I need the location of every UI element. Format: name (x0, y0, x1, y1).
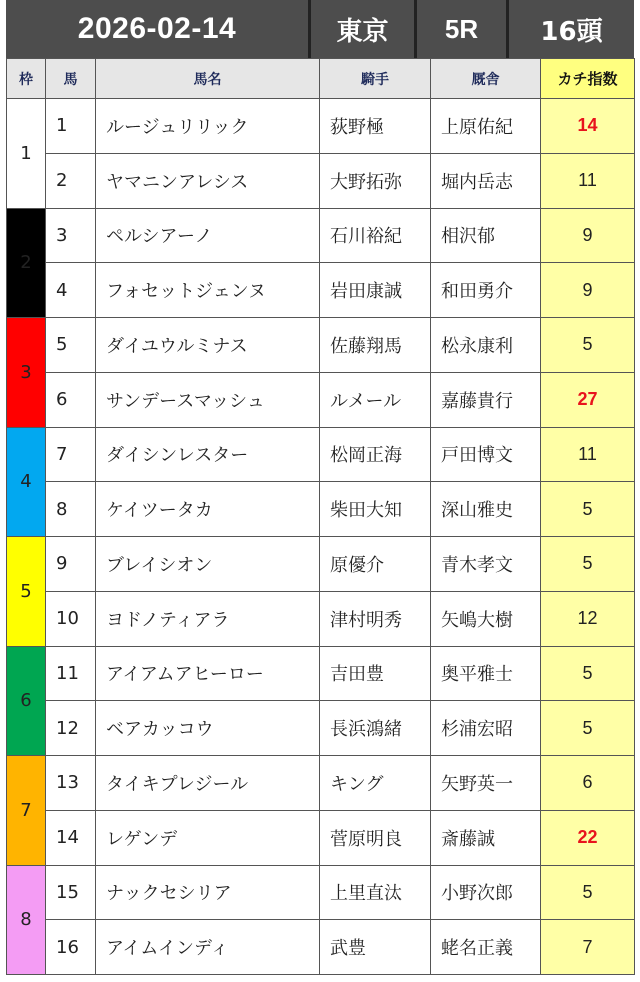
jockey-name: 長浜鴻緒 (320, 701, 431, 756)
horse-number: 13 (46, 756, 96, 811)
trainer-name: 蛯名正義 (431, 920, 541, 975)
jockey-name: 石川裕紀 (320, 208, 431, 263)
horse-name: ダイユウルミナス (96, 318, 320, 373)
kachi-index: 9 (541, 208, 635, 263)
table-row (7, 701, 635, 756)
trainer-name: 嘉藤貴行 (431, 372, 541, 427)
jockey-name: 原優介 (320, 537, 431, 592)
horse-name: ペルシアーノ (96, 208, 320, 263)
race-date: 2026-02-14 (6, 0, 311, 58)
table-row (7, 537, 635, 592)
entry-table (6, 58, 635, 975)
horse-number: 15 (46, 865, 96, 920)
col-waku: 枠 (7, 59, 46, 99)
horse-name: ナックセシリア (96, 865, 320, 920)
waku-cell: 4 (7, 427, 46, 537)
horse-number: 11 (46, 646, 96, 701)
kachi-index: 11 (541, 153, 635, 208)
race-number: 5R (417, 0, 509, 58)
waku-cell: 1 (7, 99, 46, 209)
trainer-name: 斎藤誠 (431, 810, 541, 865)
table-row (7, 99, 635, 154)
trainer-name: 戸田博文 (431, 427, 541, 482)
horse-number: 10 (46, 591, 96, 646)
horse-name: ケイツータカ (96, 482, 320, 537)
horse-number: 4 (46, 263, 96, 318)
kachi-index: 22 (541, 810, 635, 865)
horse-number: 7 (46, 427, 96, 482)
trainer-name: 杉浦宏昭 (431, 701, 541, 756)
kachi-index: 9 (541, 263, 635, 318)
table-header-row (7, 59, 635, 99)
trainer-name: 小野次郎 (431, 865, 541, 920)
jockey-name: 岩田康誠 (320, 263, 431, 318)
horse-number: 6 (46, 372, 96, 427)
table-row (7, 591, 635, 646)
kachi-index: 14 (541, 99, 635, 154)
waku-cell: 2 (7, 208, 46, 318)
table-row (7, 756, 635, 811)
horse-number: 5 (46, 318, 96, 373)
trainer-name: 深山雅史 (431, 482, 541, 537)
horse-name: ヨドノティアラ (96, 591, 320, 646)
col-kachi-index: カチ指数 (541, 59, 635, 99)
waku-cell: 7 (7, 756, 46, 866)
race-venue: 東京 (311, 0, 417, 58)
table-row (7, 810, 635, 865)
jockey-name: 吉田豊 (320, 646, 431, 701)
waku-cell: 6 (7, 646, 46, 756)
table-row (7, 427, 635, 482)
jockey-name: 柴田大知 (320, 482, 431, 537)
field-size: 16頭 (509, 0, 634, 58)
jockey-name: 菅原明良 (320, 810, 431, 865)
kachi-index: 6 (541, 756, 635, 811)
horse-name: サンデースマッシュ (96, 372, 320, 427)
trainer-name: 松永康利 (431, 318, 541, 373)
kachi-index: 27 (541, 372, 635, 427)
horse-number: 12 (46, 701, 96, 756)
table-row (7, 920, 635, 975)
trainer-name: 相沢郁 (431, 208, 541, 263)
trainer-name: 矢嶋大樹 (431, 591, 541, 646)
horse-name: アイムインディ (96, 920, 320, 975)
waku-cell: 8 (7, 865, 46, 975)
jockey-name: ルメール (320, 372, 431, 427)
jockey-name: 佐藤翔馬 (320, 318, 431, 373)
kachi-index: 11 (541, 427, 635, 482)
horse-number: 9 (46, 537, 96, 592)
trainer-name: 和田勇介 (431, 263, 541, 318)
col-trainer: 厩舎 (431, 59, 541, 99)
kachi-index: 5 (541, 482, 635, 537)
col-horse-name: 馬名 (96, 59, 320, 99)
horse-number: 8 (46, 482, 96, 537)
kachi-index: 5 (541, 646, 635, 701)
horse-number: 3 (46, 208, 96, 263)
trainer-name: 奥平雅士 (431, 646, 541, 701)
horse-name: フォセットジェンヌ (96, 263, 320, 318)
horse-name: アイアムアヒーロー (96, 646, 320, 701)
table-row (7, 263, 635, 318)
jockey-name: 上里直汰 (320, 865, 431, 920)
horse-name: ルージュリリック (96, 99, 320, 154)
race-header (6, 0, 634, 58)
trainer-name: 矢野英一 (431, 756, 541, 811)
trainer-name: 堀内岳志 (431, 153, 541, 208)
table-row (7, 318, 635, 373)
horse-number: 2 (46, 153, 96, 208)
kachi-index: 5 (541, 537, 635, 592)
kachi-index: 12 (541, 591, 635, 646)
jockey-name: キング (320, 756, 431, 811)
horse-number: 1 (46, 99, 96, 154)
jockey-name: 荻野極 (320, 99, 431, 154)
horse-name: ベアカッコウ (96, 701, 320, 756)
horse-number: 16 (46, 920, 96, 975)
table-row (7, 153, 635, 208)
kachi-index: 5 (541, 318, 635, 373)
kachi-index: 5 (541, 701, 635, 756)
table-row (7, 646, 635, 701)
jockey-name: 大野拓弥 (320, 153, 431, 208)
jockey-name: 武豊 (320, 920, 431, 975)
kachi-index: 5 (541, 865, 635, 920)
waku-cell: 5 (7, 537, 46, 647)
jockey-name: 松岡正海 (320, 427, 431, 482)
trainer-name: 上原佑紀 (431, 99, 541, 154)
waku-cell: 3 (7, 318, 46, 428)
horse-name: ブレイシオン (96, 537, 320, 592)
horse-name: レゲンデ (96, 810, 320, 865)
col-jockey: 騎手 (320, 59, 431, 99)
col-uma: 馬 (46, 59, 96, 99)
horse-name: タイキプレジール (96, 756, 320, 811)
jockey-name: 津村明秀 (320, 591, 431, 646)
table-row (7, 372, 635, 427)
horse-name: ヤマニンアレシス (96, 153, 320, 208)
trainer-name: 青木孝文 (431, 537, 541, 592)
table-row (7, 208, 635, 263)
table-row (7, 482, 635, 537)
horse-number: 14 (46, 810, 96, 865)
horse-name: ダイシンレスター (96, 427, 320, 482)
table-row (7, 865, 635, 920)
kachi-index: 7 (541, 920, 635, 975)
